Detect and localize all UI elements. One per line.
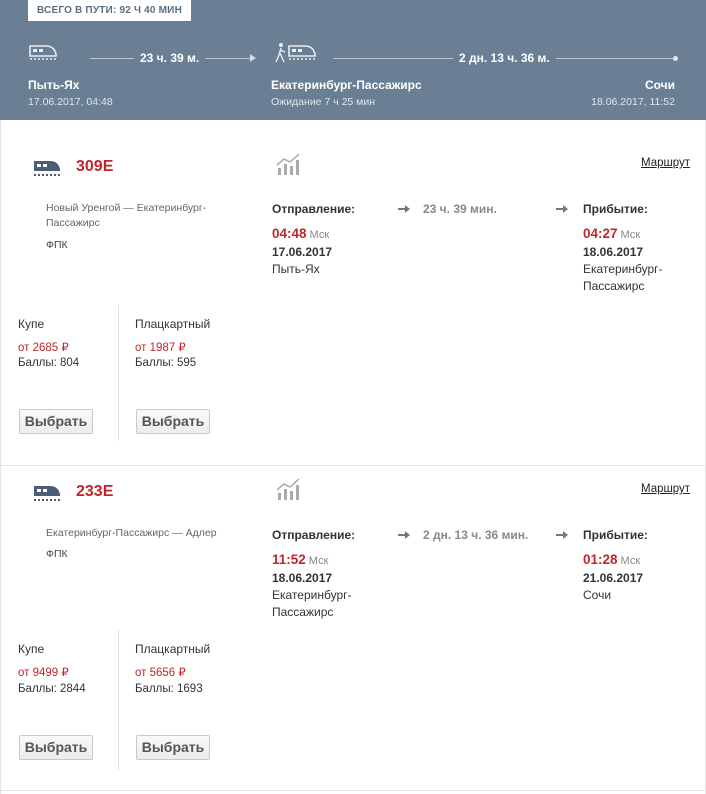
train-number[interactable]: 309Е [76,158,114,175]
class-name-kupe: Купе [18,642,45,656]
departure-label: Отправление: [272,528,356,542]
arrival-time: 01:28 Мск [583,552,641,567]
destination-city: Сочи [644,78,675,92]
travel-duration: 23 ч. 39 мин. [423,202,497,216]
arrival-label: Прибытие: [583,528,648,542]
class-price: от 9499 ₽ [18,667,69,679]
train-icon [33,481,61,503]
departure-time: 11:52 Мск [272,552,329,567]
carrier: ФПК [46,239,68,251]
departure-label: Отправление: [272,202,356,216]
train-number[interactable]: 233Е [76,483,114,500]
leg1-duration: 23 ч. 39 м. [134,51,205,66]
transfer-city: Екатеринбург-Пассажирс [271,78,422,92]
trip-summary-header [0,0,706,120]
arrow-right-icon [398,204,410,214]
leg2-duration: 2 дн. 13 ч. 36 м. [453,51,556,66]
arrow-right-icon [398,530,410,540]
departure-station: Пыть-Ях [272,262,320,276]
select-kupe-button[interactable]: Выбрать [19,735,93,760]
class-points: Баллы: 804 [18,357,80,369]
class-price: от 5656 ₽ [135,667,186,679]
origin-city: Пыть-Ях [28,78,80,92]
destination-datetime: 18.06.2017, 11:52 [591,96,675,108]
train-card [0,466,706,794]
train-icon [28,40,58,64]
select-kupe-button[interactable]: Выбрать [19,409,93,434]
train-route: Новый Уренгой — Екатеринбург-Пассажирс [46,202,207,229]
class-points: Баллы: 2844 [18,683,86,695]
arrival-date: 21.06.2017 [583,571,644,585]
arrow-right-icon [556,204,568,214]
route-link[interactable]: Маршрут [641,157,691,169]
arrival-time: 04:27 Мск [583,226,641,241]
departure-date: 18.06.2017 [272,571,333,585]
route-link[interactable]: Маршрут [641,483,691,495]
class-name-platskart: Плацкартный [135,317,211,331]
arrival-station: Екатеринбург-Пассажирс [583,262,663,293]
occupancy-chart-icon[interactable] [275,153,301,177]
occupancy-chart-icon[interactable] [275,478,301,502]
train-icon [33,156,61,178]
total-travel-time-badge: ВСЕГО В ПУТИ: 92 Ч 40 МИН [28,0,191,21]
arrow-right-icon [556,530,568,540]
transfer-icon [275,40,319,64]
train-route: Екатеринбург-Пассажирс — Адлер [46,527,217,539]
departure-time: 04:48 Мск [272,226,330,241]
class-name-platskart: Плацкартный [135,642,211,656]
class-points: Баллы: 1693 [135,683,203,695]
departure-station: Екатеринбург-Пассажирс [272,588,352,619]
class-name-kupe: Купе [18,317,45,331]
arrival-label: Прибытие: [583,202,648,216]
select-platskart-button[interactable]: Выбрать [136,409,210,434]
travel-duration: 2 дн. 13 ч. 36 мин. [423,528,529,542]
departure-date: 17.06.2017 [272,245,333,259]
select-platskart-button[interactable]: Выбрать [136,735,210,760]
class-points: Баллы: 595 [135,357,197,369]
carrier: ФПК [46,548,68,560]
arrival-date: 18.06.2017 [583,245,644,259]
train-card [0,120,706,465]
arrival-station: Сочи [583,588,612,602]
class-price: от 2685 ₽ [18,342,69,354]
class-price: от 1987 ₽ [135,342,186,354]
transfer-wait: Ожидание 7 ч 25 мин [271,96,376,108]
origin-datetime: 17.06.2017, 04:48 [28,96,113,108]
